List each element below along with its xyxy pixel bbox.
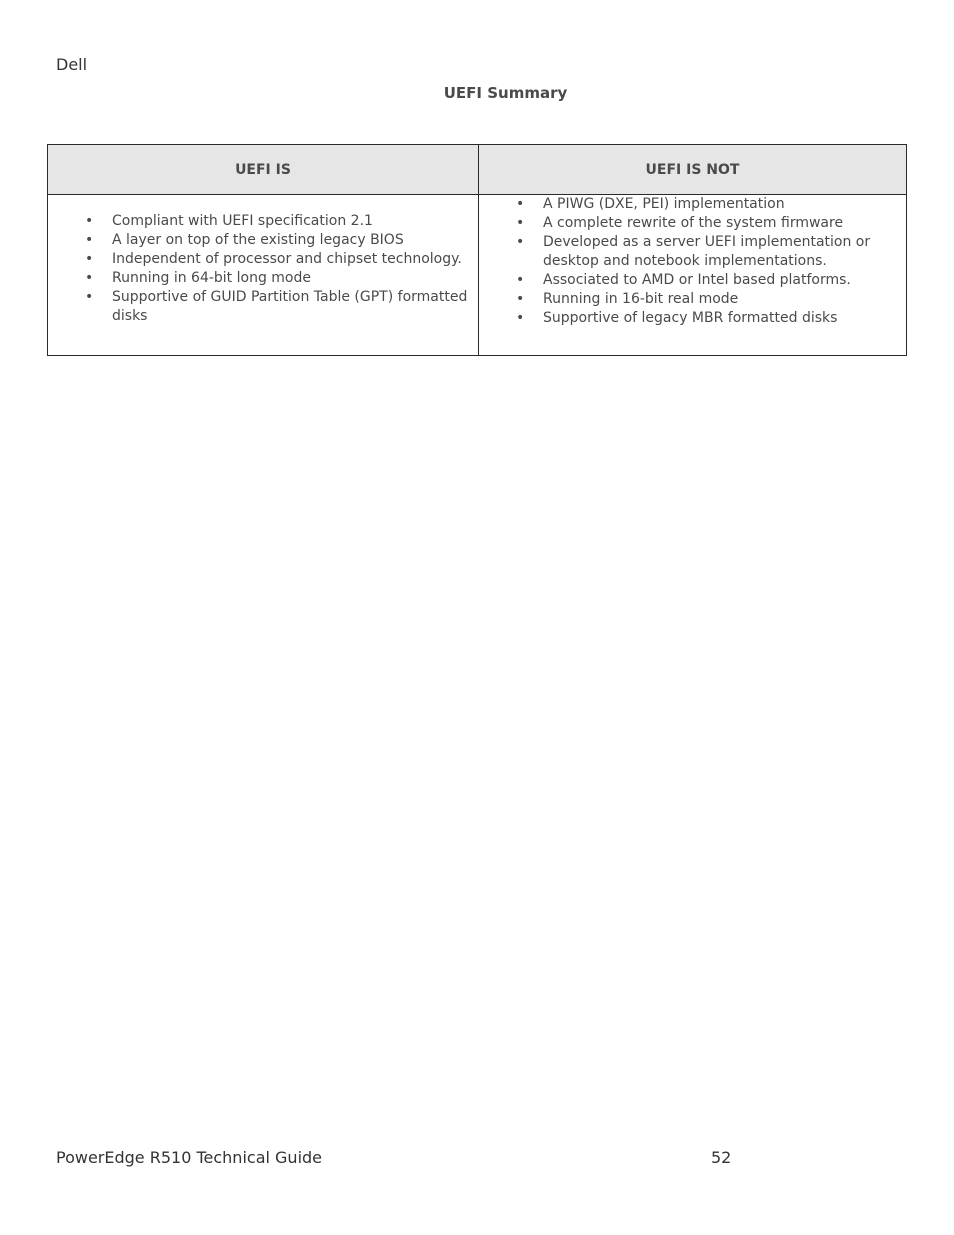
column-header-uefi-is: UEFI IS bbox=[48, 145, 479, 195]
bullet-icon: • bbox=[85, 232, 94, 248]
list-item bbox=[48, 250, 478, 269]
table-title: UEFI Summary bbox=[443, 84, 568, 102]
bullet-icon: • bbox=[85, 289, 94, 305]
list-item-text: Compliant with UEFI specification 2.1 bbox=[112, 213, 373, 229]
list-item-text: A layer on top of the existing legacy BIOS bbox=[112, 232, 404, 248]
list-item bbox=[48, 269, 478, 288]
uefi-is-cell bbox=[48, 195, 479, 356]
bullet-icon: • bbox=[516, 234, 525, 250]
list-item-text: Running in 16-bit real mode bbox=[543, 291, 739, 307]
list-item bbox=[48, 212, 478, 231]
list-item-text: Associated to AMD or Intel based platforms. bbox=[543, 272, 851, 288]
list-item bbox=[479, 214, 906, 233]
footer-guide-title: PowerEdge R510 Technical Guide bbox=[56, 1148, 323, 1167]
list-item bbox=[479, 309, 906, 328]
bullet-icon: • bbox=[516, 272, 525, 288]
bullet-icon: • bbox=[516, 310, 525, 326]
list-item-text: A complete rewrite of the system firmware bbox=[543, 215, 844, 231]
uefi-is-list bbox=[48, 195, 478, 326]
column-header-uefi-is-not: UEFI IS NOT bbox=[479, 145, 907, 195]
list-item-text: Supportive of legacy MBR formatted disks bbox=[543, 310, 838, 326]
uefi-is-not-list bbox=[479, 195, 906, 328]
list-item bbox=[479, 233, 906, 271]
bullet-icon: • bbox=[85, 251, 94, 267]
list-item bbox=[48, 231, 478, 250]
page-number: 52 bbox=[711, 1148, 732, 1167]
list-item bbox=[48, 288, 478, 326]
bullet-icon: • bbox=[516, 196, 525, 212]
list-item bbox=[479, 290, 906, 309]
list-item-text: Supportive of GUID Partition Table (GPT) formatted disks bbox=[112, 289, 468, 324]
bullet-icon: • bbox=[516, 291, 525, 307]
list-item-text: A PIWG (DXE, PEI) implementation bbox=[543, 196, 785, 212]
list-item-text: Running in 64-bit long mode bbox=[112, 270, 311, 286]
uefi-is-not-cell bbox=[479, 195, 907, 356]
bullet-icon: • bbox=[516, 215, 525, 231]
bullet-icon: • bbox=[85, 270, 94, 286]
list-item bbox=[479, 271, 906, 290]
list-item bbox=[479, 195, 906, 214]
header-brand: Dell bbox=[56, 55, 88, 74]
table-header-row bbox=[48, 145, 907, 195]
table-row bbox=[48, 195, 907, 356]
list-item-text: Developed as a server UEFI implementation or desktop and notebook implementations. bbox=[543, 234, 871, 269]
list-item-text: Independent of processor and chipset technology. bbox=[112, 251, 462, 267]
uefi-summary-table bbox=[47, 144, 907, 356]
bullet-icon: • bbox=[85, 213, 94, 229]
